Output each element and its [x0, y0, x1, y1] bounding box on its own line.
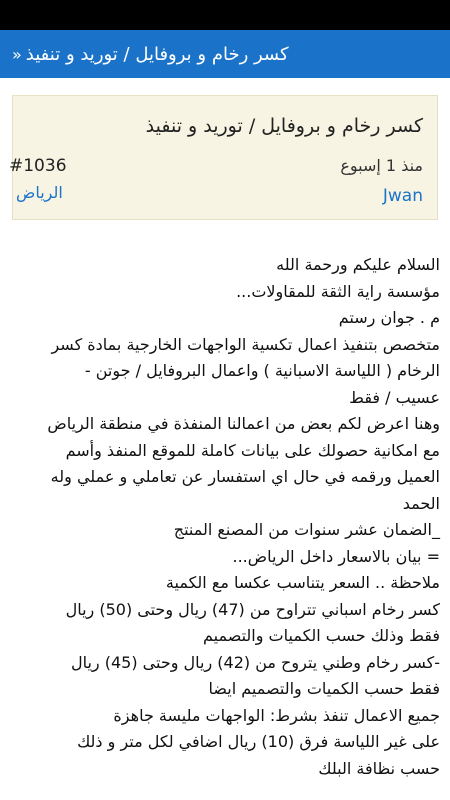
description-line: فقط وذلك حسب الكميات والتصميم — [202, 626, 440, 645]
status-bar — [0, 0, 450, 30]
description-line: فقط حسب الكميات والتصميم ايضا — [208, 679, 440, 698]
description-line: العميل ورقمه في حال اي استفسار عن تعاملي و عملي وله — [50, 467, 440, 486]
app-bar — [0, 30, 450, 78]
ad-title: كسر رخام و بروفايل / توريد و تنفيذ — [145, 115, 423, 137]
description-line: ملاحظة .. السعر يتناسب عكسا مع الكمية — [165, 573, 440, 592]
description-line: م . جوان رستم — [338, 308, 440, 327]
description-line: مع امكانية حصولك على بيانات كاملة للموقع المنفذ وأسم — [65, 440, 440, 460]
description-line: وهنا اعرض لكم بعض من اعمالنا المنفذة في منطقة الرياض — [47, 414, 440, 433]
description-line: عسيب / فقط — [349, 387, 440, 407]
description-line: حسب نظافة البلك — [318, 758, 440, 778]
description-line: السلام عليكم ورحمة الله — [276, 255, 440, 274]
description-line: مؤسسة راية الثقة للمقاولات... — [236, 281, 440, 301]
ad-city-link[interactable]: الرياض — [16, 183, 63, 202]
description-line: كسر رخام اسباني تتراوح من (47) ريال وحتى (50) ريال — [65, 599, 440, 619]
page-title: كسر رخام و بروفايل / توريد و تنفيذ — [25, 43, 289, 65]
ad-summary-card — [9, 95, 438, 220]
description-line: على غير اللياسة فرق (10) ريال اضافي لكل متر و ذلك — [77, 732, 440, 751]
description-line: _الضمان عشر سنوات من المصنع المنتج — [173, 520, 440, 539]
description-line: الحمد — [402, 493, 440, 513]
ad-id: #1036 — [9, 156, 67, 176]
back-chevron-icon[interactable]: « — [12, 44, 22, 64]
description-line: = بيان بالاسعار داخل الرياض... — [232, 546, 440, 566]
ad-time-ago: منذ 1 إسبوع — [340, 156, 423, 175]
ad-description — [10, 252, 440, 782]
description-line: -كسر رخام وطني يتروح من (42) ريال وحتى (45) ريال — [70, 652, 440, 672]
description-line: متخصص بتنفيذ اعمال تكسية الواجهات الخارجية بمادة كسر — [51, 334, 440, 354]
description-line: الرخام ( اللياسة الاسبانية ) واعمال البروفايل / جوتن - — [84, 361, 440, 380]
description-line: جميع الاعمال تنفذ بشرط: الواجهات مليسة جاهزة — [113, 705, 440, 725]
ad-author-link[interactable]: Jwan — [382, 186, 423, 206]
